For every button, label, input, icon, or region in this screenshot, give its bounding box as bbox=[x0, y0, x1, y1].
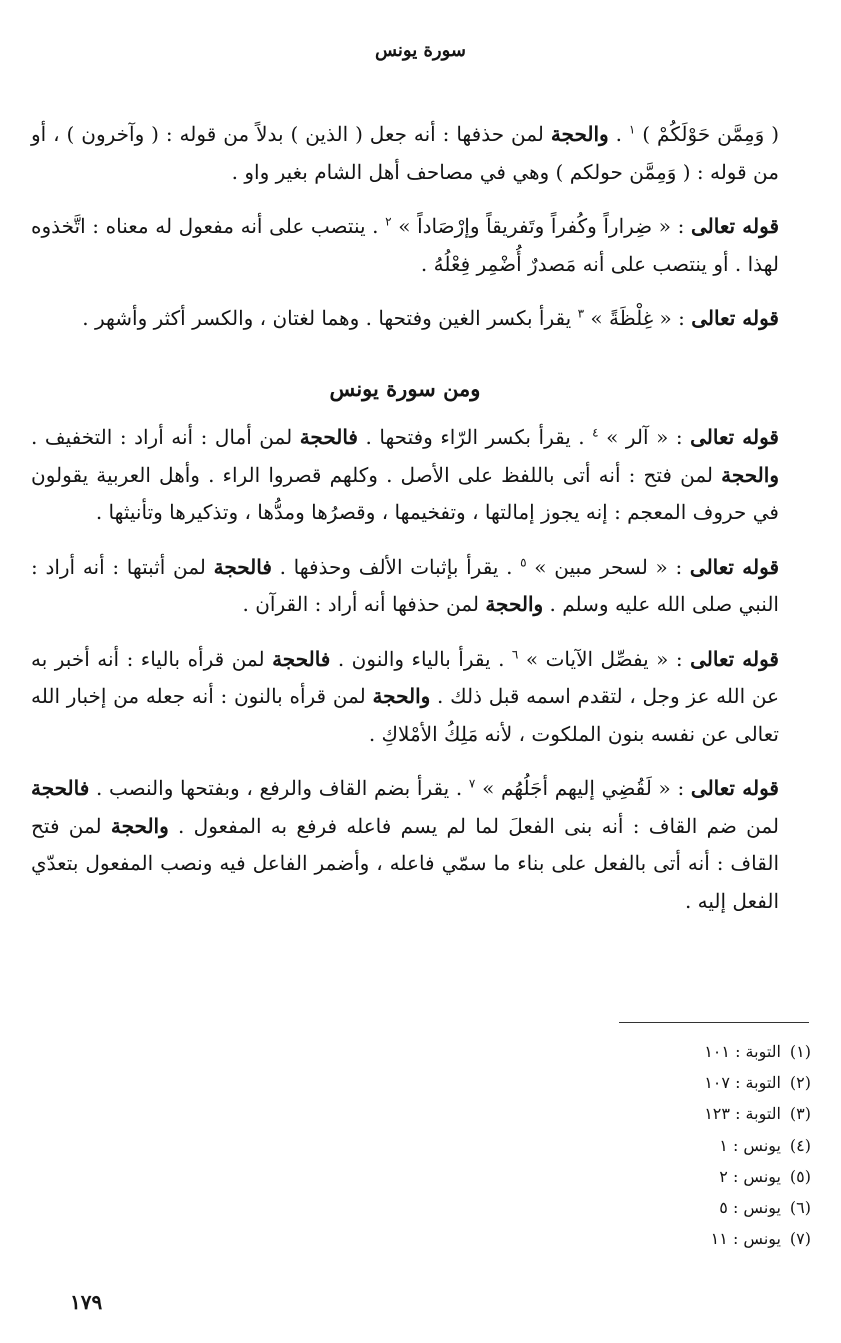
footnote-number: (٥) bbox=[789, 1166, 811, 1186]
footnote-item bbox=[511, 1161, 811, 1192]
keyword: فالحجة bbox=[31, 776, 90, 800]
footnote-number: (٣) bbox=[789, 1104, 811, 1124]
text-run: : « لَقُضِي إليهم أجَلُهُم » bbox=[475, 776, 691, 800]
footnotes-list bbox=[511, 1036, 811, 1254]
text-run: : « ضِراراً وكُفراً وتَفريقاً وإرْصَاداً » bbox=[391, 214, 691, 238]
paragraph-lead: قوله تعالى bbox=[690, 646, 779, 671]
keyword: فالحجة bbox=[299, 425, 358, 449]
footnote-ref: ٣ bbox=[577, 306, 585, 321]
footnote-number: (٢) bbox=[789, 1073, 811, 1093]
keyword: والحجة bbox=[372, 684, 431, 708]
paragraph-lead: قوله تعالى bbox=[691, 306, 779, 330]
footnote-number: (٧) bbox=[789, 1229, 811, 1249]
footnote-ref: ٦ bbox=[511, 646, 519, 661]
footnote-item bbox=[511, 1223, 811, 1254]
keyword: والحجة bbox=[110, 813, 169, 838]
footnote-ref: ٧ bbox=[468, 776, 476, 791]
footnote-number: (١) bbox=[789, 1042, 811, 1061]
footnote-item bbox=[511, 1130, 811, 1161]
footnote-reference: يونس : ١١ bbox=[710, 1229, 781, 1249]
footnote-reference: التوبة : ١٢٣ bbox=[704, 1104, 781, 1124]
keyword: والحجة bbox=[550, 122, 609, 146]
paragraph-lead: قوله تعالى bbox=[690, 776, 779, 800]
text-run: . يقرأ بالياء والنون . bbox=[330, 646, 512, 671]
paragraph bbox=[31, 300, 779, 338]
paragraph bbox=[31, 549, 779, 624]
text-run: : « لسحر مبين » bbox=[526, 554, 690, 579]
footnote-item bbox=[511, 1192, 811, 1223]
paragraph-lead: قوله تعالى bbox=[689, 554, 780, 579]
paragraph-lead: قوله تعالى bbox=[691, 214, 780, 238]
footnote-number: (٦) bbox=[789, 1198, 811, 1218]
text-run: . ينتصب على أنه مفعول له معناه : اتَّخذوه لهذا . أو ينتصب على أنه مَصدرٌ أُضْمِر فِعْلُهُ . bbox=[31, 214, 779, 276]
paragraph bbox=[31, 770, 779, 920]
text-run: : « آلر » bbox=[598, 425, 691, 449]
text-run: لمن حذفها أنه أراد : القرآن . bbox=[242, 592, 486, 616]
paragraph bbox=[31, 419, 779, 532]
footnote-ref: ١ bbox=[628, 122, 636, 137]
section-block bbox=[31, 419, 779, 920]
intro-block bbox=[31, 116, 779, 338]
footnote-ref: ٤ bbox=[592, 425, 599, 440]
paragraph bbox=[31, 116, 779, 191]
text-run: لمن حذفها : أنه جعل ( الذين ) بدلاً من قوله : ( وآخرون ) ، أو من قوله : ( وَمِمَّن حولكم ) وهي في مصاحف أهل الشام بغير واو . bbox=[31, 122, 779, 184]
paragraph bbox=[31, 641, 779, 754]
footnote-item bbox=[511, 1098, 811, 1129]
text-run: : « غِلْظَةً » bbox=[584, 306, 692, 330]
page-number: ١٧٩ bbox=[70, 1290, 103, 1314]
keyword: فالحجة bbox=[213, 554, 272, 579]
footnote-item bbox=[511, 1067, 811, 1098]
text-run: لمن فتح القاف : أنه أتى بالفعل على بناء ما سمّي فاعله ، وأضمر الفاعل فيه ونصب المفعول بتعدّي الفعل إليه . bbox=[31, 813, 779, 913]
text-run: لمن فتح : أنه أتى باللفظ على الأصل . وكلهم قصروا الراء . وأهل العربية يقولون في حروف المعجم : إنه يجوز إمالتها ، وتفخيمها ، وقصرُها ومدُّها ، وتذكيرها وتأنيثها . bbox=[31, 462, 779, 524]
text-run: يقرأ بكسر الغين وفتحها . وهما لغتان ، والكسر أكثر وأشهر . bbox=[82, 306, 578, 330]
keyword: فالحجة bbox=[272, 646, 331, 671]
text-run: لمن أمال : أنه أراد : التخفيف . bbox=[31, 425, 300, 449]
text-run: . bbox=[608, 122, 629, 146]
text-run: . يقرأ بكسر الرّاء وفتحها . bbox=[357, 425, 593, 449]
text-run: . يقرأ بضم القاف والرفع ، وبفتحها والنصب . bbox=[89, 776, 469, 800]
text-run: لمن ضم القاف : أنه بنى الفعلَ لما لم يسم فاعله فرفع به المفعول . bbox=[168, 813, 780, 838]
footnote-reference: التوبة : ١٠١ bbox=[704, 1042, 781, 1061]
footnote-reference: يونس : ٢ bbox=[719, 1166, 781, 1186]
paragraph bbox=[31, 208, 779, 283]
footnote-ref: ٥ bbox=[520, 554, 527, 569]
body-text bbox=[31, 116, 779, 920]
text-run: لمن أثبتها : أنه أراد : النبي صلى الله عليه وسلم . bbox=[31, 554, 779, 616]
keyword: والحجة bbox=[485, 592, 544, 616]
section-title: ومن سورة يونس bbox=[329, 375, 481, 401]
text-run: لمن قرأه بالياء : أنه أخبر به عن الله عز وجل ، لتقدم اسمه قبل ذلك . bbox=[31, 646, 780, 708]
text-run: : « يفصِّل الآيات » bbox=[518, 646, 691, 671]
paragraph-lead: قوله تعالى bbox=[690, 425, 779, 449]
running-head: سورة يونس bbox=[374, 40, 467, 61]
text-run: ( وَمِمَّن حَوْلَكُمْ ) bbox=[635, 122, 780, 146]
footnote-number: (٤) bbox=[789, 1135, 811, 1155]
footnote-reference: يونس : ١ bbox=[719, 1135, 781, 1155]
text-run: . يقرأ بإثبات الألف وحذفها . bbox=[271, 554, 521, 579]
footnote-item bbox=[511, 1036, 811, 1067]
footnote-ref: ٢ bbox=[385, 214, 392, 229]
footnote-reference: يونس : ٥ bbox=[719, 1198, 781, 1218]
footnote-divider bbox=[619, 1022, 809, 1023]
text-run: لمن قرأه بالنون : أنه جعله من إخبار الله تعالى عن نفسه بنون الملكوت ، لأنه مَلِكُ الأمْلاكِ . bbox=[31, 684, 779, 746]
footnote-reference: التوبة : ١٠٧ bbox=[704, 1073, 781, 1093]
keyword: والحجة bbox=[721, 462, 779, 487]
